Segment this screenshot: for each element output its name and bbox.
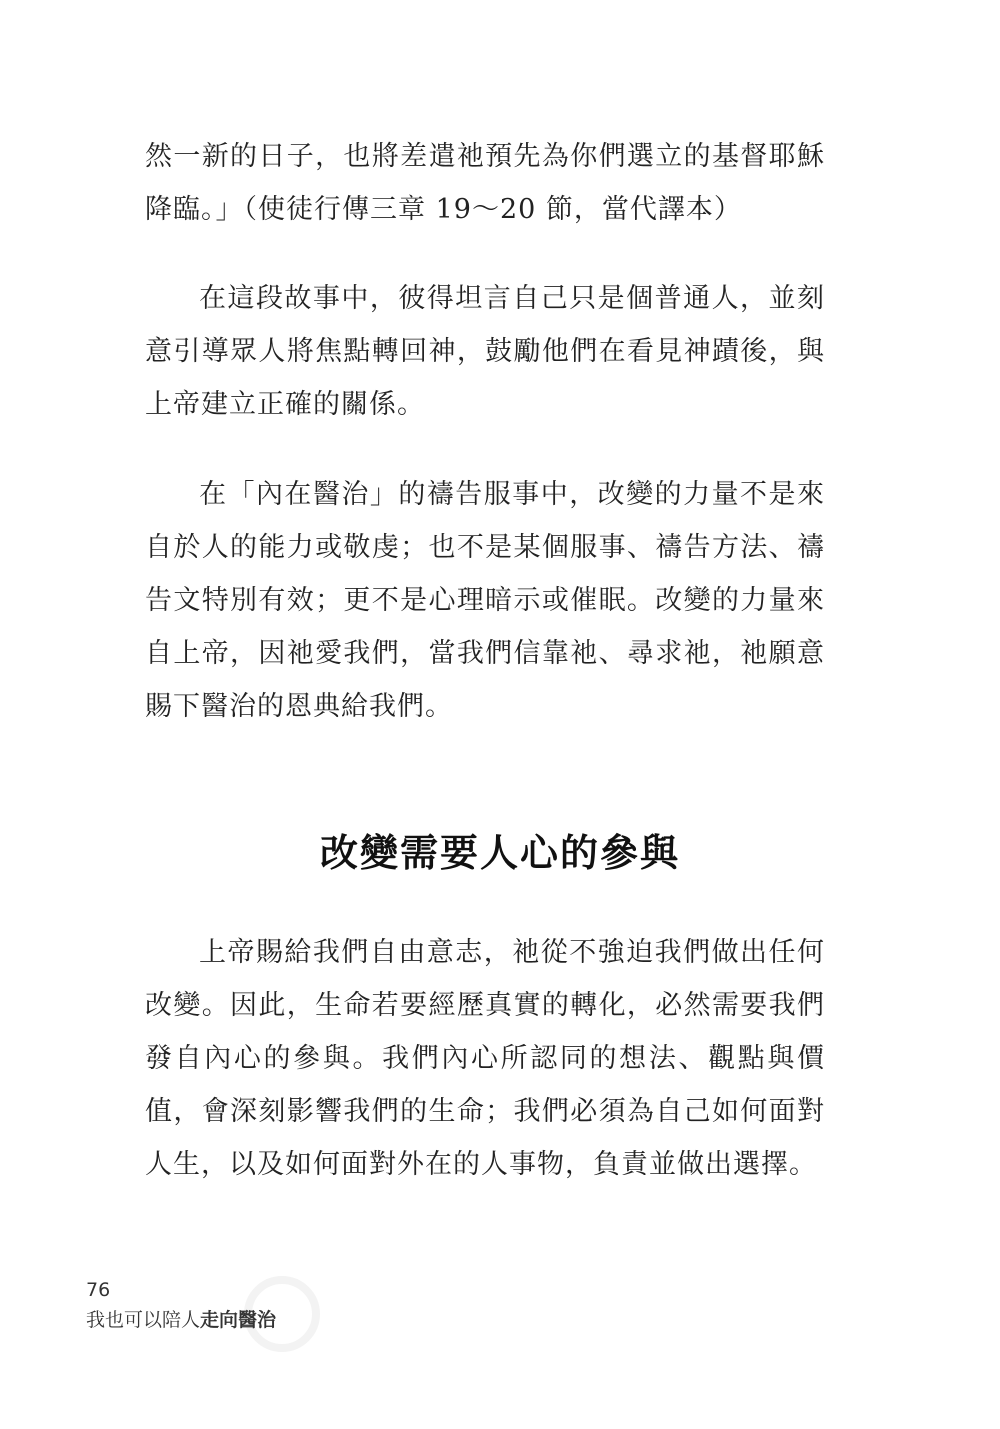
quote-continuation: 然一新的日子，也將差遣祂預先為你們選立的基督耶穌降臨。」（使徒行傳三章 19～20 節，當代譯本） — [145, 141, 825, 225]
page-number: 76 — [86, 1279, 111, 1301]
body-paragraph-3: 上帝賜給我們自由意志，祂從不強迫我們做出任何改變。因此，生命若要經歷真實的轉化，必然需要我們發自內心的參與。我們內心所認同的想法、觀點與價值，會深刻影響我們的生命；我們必須為自己如何面對人生，以及如何面對外在的人事物，負責並做出選擇。 — [145, 937, 825, 1180]
section-heading: 改變需要人心的參與 — [319, 830, 680, 875]
body-paragraph-1: 在這段故事中，彼得坦言自己只是個普通人，並刻意引導眾人將焦點轉回神，鼓勵他們在看見神蹟後，與上帝建立正確的關係。 — [145, 283, 825, 420]
body-paragraph-2: 在「內在醫治」的禱告服事中，改變的力量不是來自於人的能力或敬虔；也不是某個服事、禱告方法、禱告文特別有效；更不是心理暗示或催眠。改變的力量來自上帝，因祂愛我們，當我們信靠祂、尋求祂，祂願意賜下醫治的恩典給我們。 — [145, 479, 825, 722]
running-book-title — [86, 1306, 276, 1334]
book-title-emphasis: 走向醫治 — [200, 1309, 277, 1331]
book-title-prefix: 我也可以陪人 — [86, 1309, 201, 1331]
page-footer — [86, 1276, 276, 1334]
